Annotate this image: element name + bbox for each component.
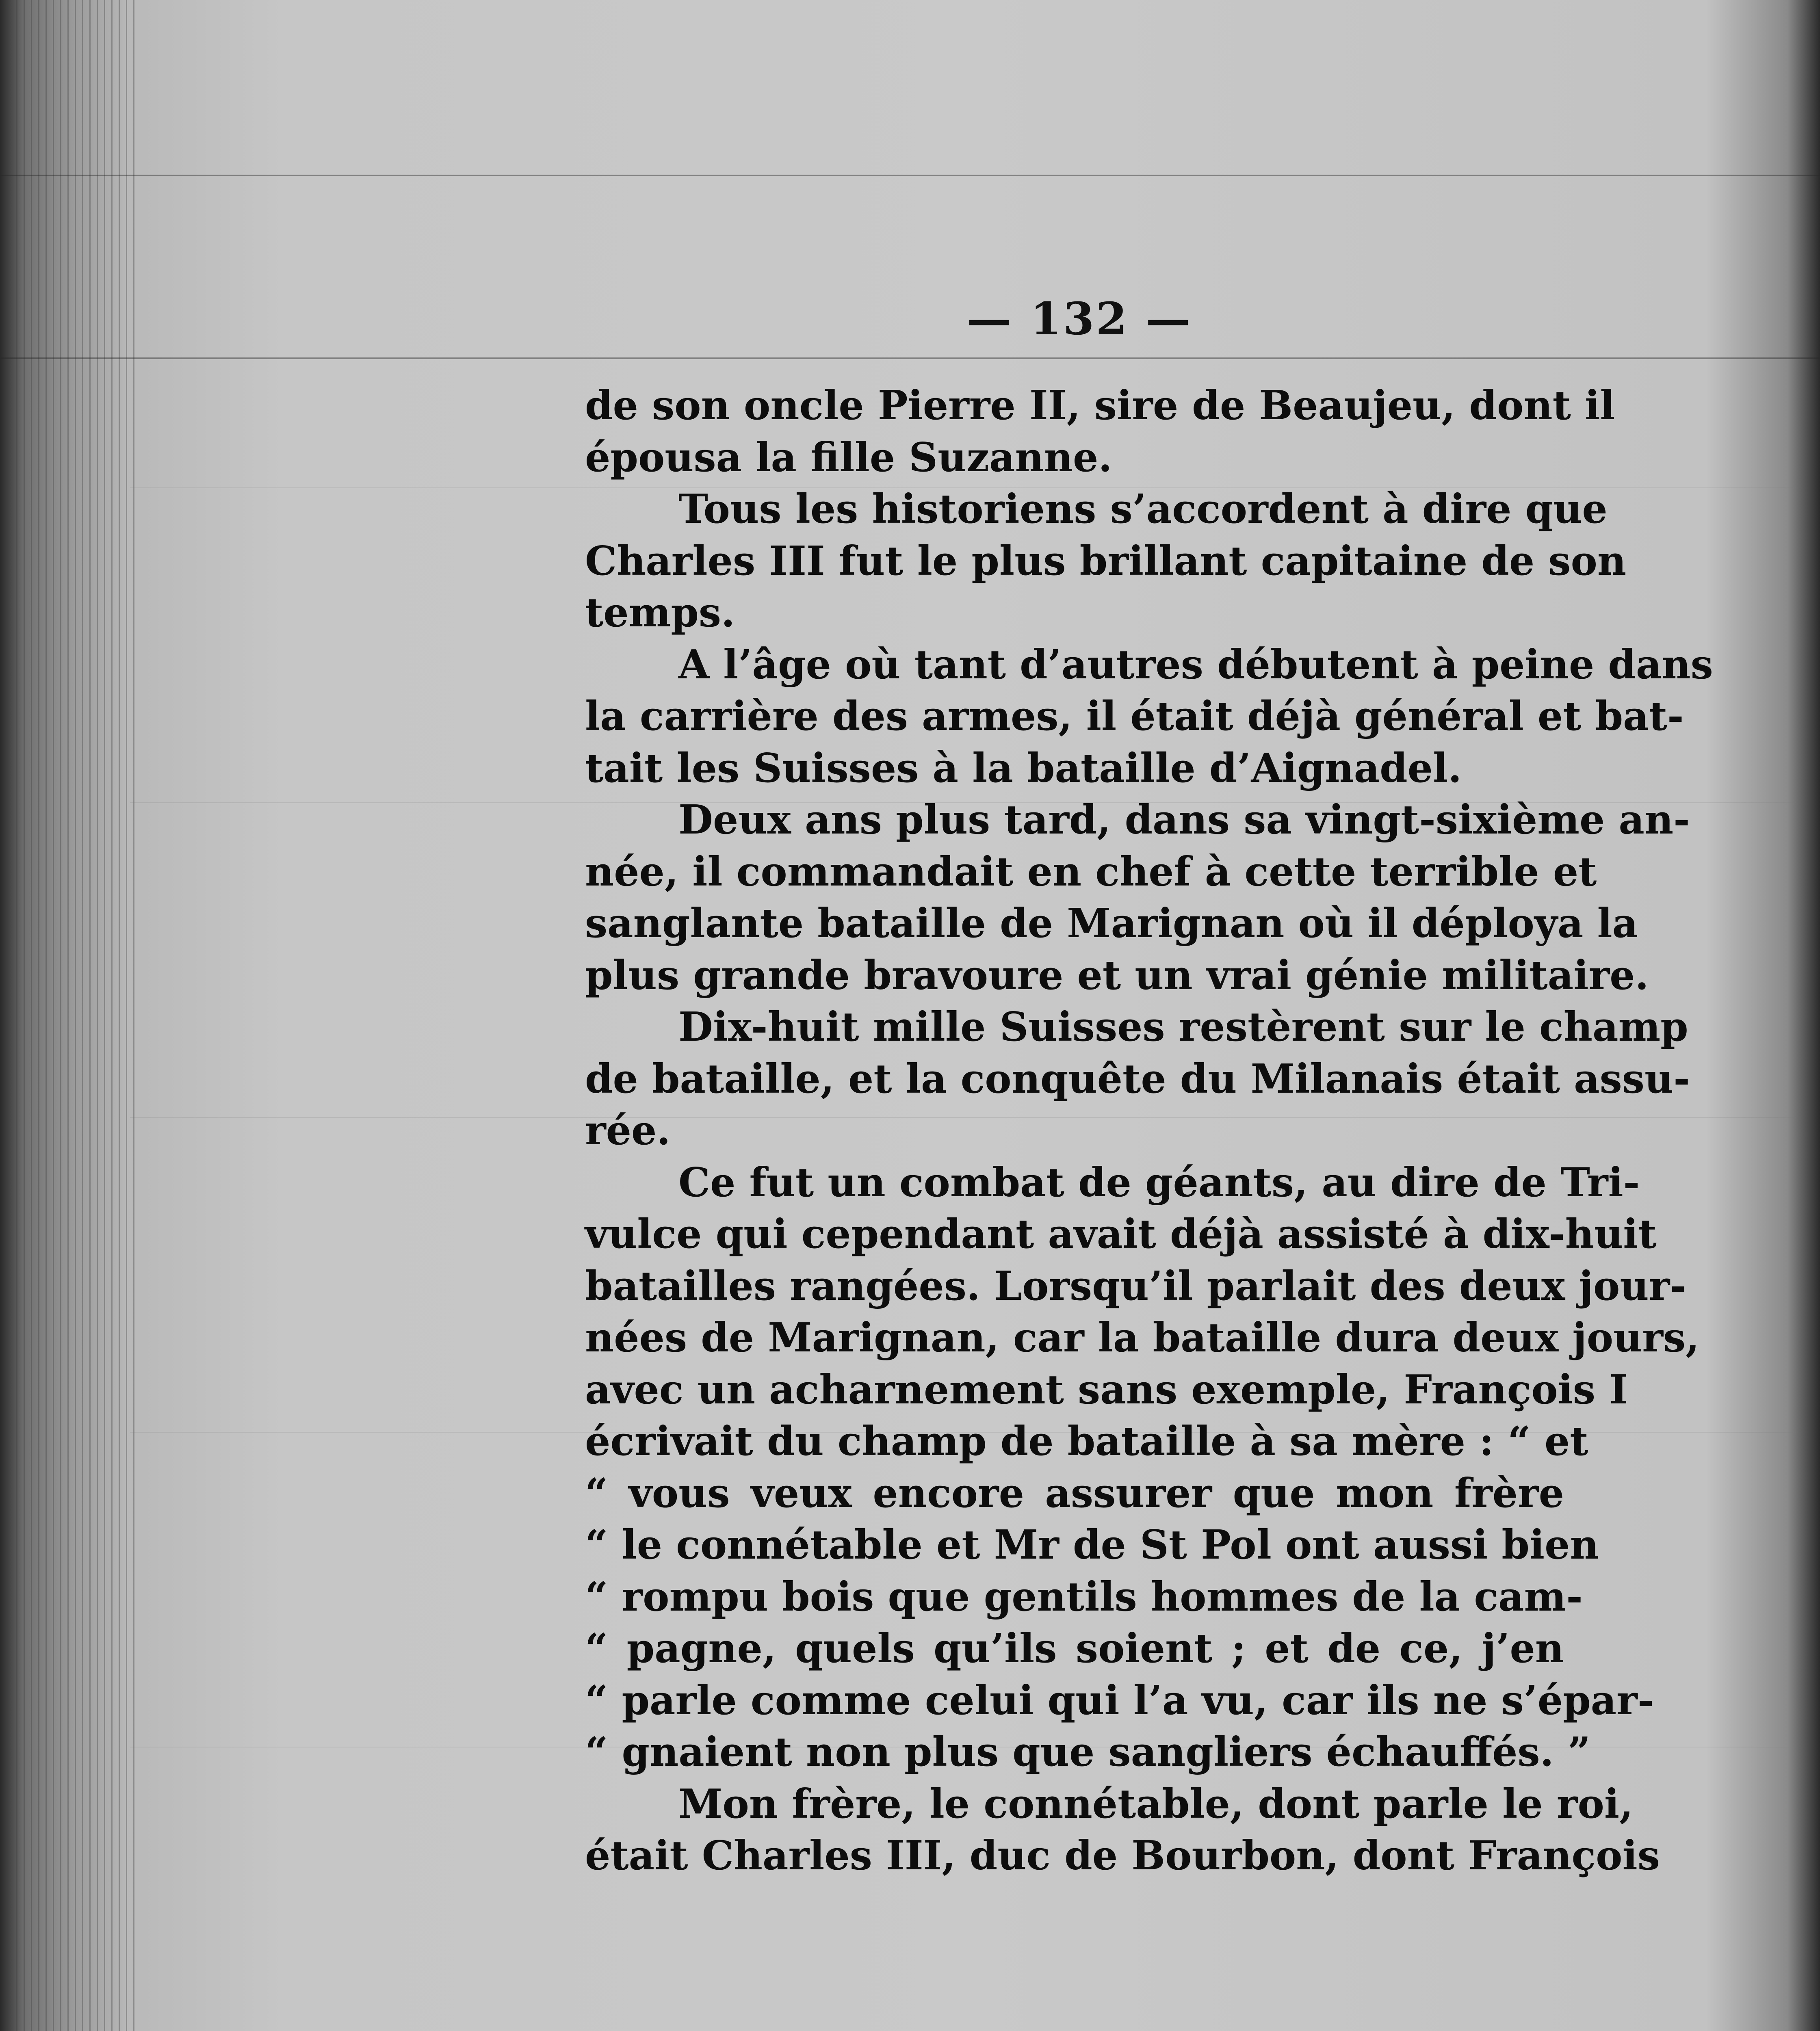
text-line: Dix-huit mille Suisses restèrent sur le champ <box>678 1004 1688 1050</box>
stacked-page-edges <box>16 0 138 2031</box>
text-line: de bataille, et la conquête du Milanais était assu- <box>585 1055 1690 1102</box>
text-line: batailles rangées. Lorsqu’il parlait des deux jour- <box>585 1262 1686 1310</box>
text-line: Mon frère, le connétable, dont parle le roi, <box>678 1780 1634 1827</box>
text-line: née, il commandait en chef à cette terrible et <box>585 848 1597 895</box>
quoted-line: “ le connétable et Mr de St Pol ont aussi bien <box>585 1522 1599 1568</box>
text-line: nées de Marignan, car la bataille dura deux jours, <box>585 1314 1700 1361</box>
text-line: de son oncle Pierre II, sire de Beaujeu, dont il <box>585 382 1615 429</box>
quoted-line: “ rompu bois que gentils hommes de la cam- <box>585 1573 1583 1620</box>
text-line: était Charles III, duc de Bourbon, dont François <box>585 1832 1660 1879</box>
quoted-line: “ pagne, quels qu’ils soient ; et de ce, j’en <box>585 1625 1564 1672</box>
text-line: temps. <box>585 589 735 636</box>
quoted-line: “ vous veux encore assurer que mon frère <box>585 1470 1564 1517</box>
text-line: Charles III fut le plus brillant capitaine de son <box>585 537 1627 585</box>
text-line: Ce fut un combat de géants, au dire de Tri- <box>678 1159 1640 1206</box>
text-line: avec un acharnement sans exemple, François I <box>585 1366 1628 1413</box>
page-number: — 132 — <box>967 292 1192 345</box>
quoted-line: “ parle comme celui qui l’a vu, car ils ne s’épar- <box>585 1677 1654 1724</box>
text-line: Deux ans plus tard, dans sa vingt-sixième an- <box>678 797 1690 843</box>
text-line: A l’âge où tant d’autres débutent à peine dans <box>678 641 1713 688</box>
text-line: écrivait du champ de bataille à sa mère : “ et <box>585 1418 1588 1465</box>
top-ruled-line <box>0 175 1820 176</box>
header-ruled-line <box>0 357 1820 359</box>
text-line: vulce qui cependant avait déjà assisté à dix-huit <box>585 1211 1657 1258</box>
quoted-line: “ gnaient non plus que sangliers échauffés. ” <box>585 1729 1591 1776</box>
text-line: tait les Suisses à la bataille d’Aignadel. <box>585 745 1462 792</box>
text-line: rée. <box>585 1107 671 1154</box>
text-line: Tous les historiens s’accordent à dire que <box>678 486 1608 533</box>
text-line: la carrière des armes, il était déjà général et bat- <box>585 693 1684 740</box>
text-line: sanglante bataille de Marignan où il déploya la <box>585 900 1638 947</box>
body-text <box>585 380 1713 1882</box>
text-line: plus grande bravoure et un vrai génie militaire. <box>585 952 1649 999</box>
text-line: épousa la fille Suzanne. <box>585 434 1112 481</box>
